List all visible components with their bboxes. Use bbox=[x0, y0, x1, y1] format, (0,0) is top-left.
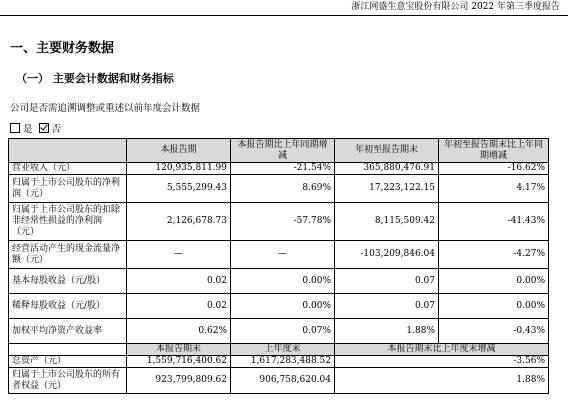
cell-current-period: 0.62% bbox=[127, 319, 231, 344]
table-row bbox=[9, 175, 549, 203]
row-label: 加权平均净资产收益率 bbox=[9, 319, 127, 344]
cell-ytd-change: -16.62% bbox=[439, 163, 549, 175]
cell-prior-year-end: 906,758,620.04 bbox=[231, 368, 335, 394]
table-row bbox=[9, 269, 549, 294]
cell-ytd: -103,209,846.04 bbox=[335, 241, 439, 269]
cell-current-period: 120,935,811.99 bbox=[127, 163, 231, 175]
cell-period-change: -21.54% bbox=[231, 163, 335, 175]
table-header-row bbox=[9, 139, 549, 163]
cell-change: 1.88% bbox=[335, 368, 549, 394]
cell-ytd: 8,115,509.42 bbox=[335, 203, 439, 241]
cell-current-period: — bbox=[127, 241, 231, 269]
subheader-prior-year-end: 上年度末 bbox=[231, 344, 335, 356]
table-subheader-row bbox=[9, 344, 549, 356]
cell-period-end: 923,799,809.62 bbox=[127, 368, 231, 394]
cell-ytd: 17,223,122.15 bbox=[335, 175, 439, 203]
header-cell-label bbox=[9, 139, 127, 163]
subheader-change: 本报告期末比上年度末增减 bbox=[335, 344, 549, 356]
cell-ytd-change: 0.00% bbox=[439, 294, 549, 319]
table-row bbox=[9, 203, 549, 241]
cell-period-change: 8.69% bbox=[231, 175, 335, 203]
cell-prior-year-end: 1,617,283,488.52 bbox=[231, 356, 335, 368]
cell-ytd: 0.07 bbox=[335, 269, 439, 294]
table-row bbox=[9, 241, 549, 269]
row-label: 基本每股收益（元/股） bbox=[9, 269, 127, 294]
row-label: 归属于上市公司股东的所有者权益（元） bbox=[9, 368, 127, 394]
financial-indicators-table bbox=[8, 138, 549, 394]
cell-period-change: 0.00% bbox=[231, 269, 335, 294]
header-cell-current-period: 本报告期 bbox=[127, 139, 231, 163]
row-label: 总资产（元） bbox=[9, 356, 127, 368]
cell-current-period: 5,555,299.43 bbox=[127, 175, 231, 203]
cell-current-period: 0.02 bbox=[127, 269, 231, 294]
cell-period-end: 1,559,716,400.62 bbox=[127, 356, 231, 368]
cell-ytd-change: -0.43% bbox=[439, 319, 549, 344]
subheader-empty bbox=[9, 344, 127, 356]
row-label: 归属于上市公司股东的扣除非经常性损益的净利润（元） bbox=[9, 203, 127, 241]
cell-current-period: 2,126,678.73 bbox=[127, 203, 231, 241]
table-row bbox=[9, 163, 549, 175]
row-label: 营业收入（元） bbox=[9, 163, 127, 175]
table-row bbox=[9, 356, 549, 368]
cell-period-change: 0.00% bbox=[231, 294, 335, 319]
row-label: 稀释每股收益（元/股） bbox=[9, 294, 127, 319]
cell-ytd-change: 4.17% bbox=[439, 175, 549, 203]
cell-period-change: — bbox=[231, 241, 335, 269]
cell-ytd-change: 0.00% bbox=[439, 269, 549, 294]
checkbox-yes bbox=[39, 123, 49, 133]
table-row bbox=[9, 368, 549, 394]
cell-ytd-change: -41.43% bbox=[439, 203, 549, 241]
report-header bbox=[0, 0, 568, 16]
cell-current-period: 0.02 bbox=[127, 294, 231, 319]
cell-change: -3.56% bbox=[335, 356, 549, 368]
cell-period-change: 0.07% bbox=[231, 319, 335, 344]
subsection-title: （一） 主要会计数据和财务指标 bbox=[16, 72, 174, 85]
report-header-text: 浙江网盛生意宝股份有限公司 2022 年第三季度报告 bbox=[351, 2, 560, 12]
checkbox-no-label: 是 bbox=[23, 124, 33, 135]
row-label: 经营活动产生的现金流量净额（元） bbox=[9, 241, 127, 269]
restatement-checkboxes bbox=[10, 121, 61, 135]
restatement-question: 公司是否需追溯调整或重述以前年度会计数据 bbox=[10, 103, 201, 114]
subheader-period-end: 本报告期末 bbox=[127, 344, 231, 356]
header-cell-ytd: 年初至报告期末 bbox=[335, 139, 439, 163]
cell-ytd-change: -4.27% bbox=[439, 241, 549, 269]
table-row bbox=[9, 294, 549, 319]
cell-ytd: 0.07 bbox=[335, 294, 439, 319]
header-cell-ytd-change: 年初至报告期末比上年同期增减 bbox=[439, 139, 549, 163]
checkbox-no bbox=[10, 123, 20, 133]
header-cell-period-change: 本报告期比上年同期增减 bbox=[231, 139, 335, 163]
row-label: 归属于上市公司股东的净利润（元） bbox=[9, 175, 127, 203]
cell-ytd: 1.88% bbox=[335, 319, 439, 344]
section-title: 一、主要财务数据 bbox=[10, 41, 115, 56]
table-row bbox=[9, 319, 549, 344]
checkbox-yes-label: 否 bbox=[51, 124, 62, 135]
cell-ytd: 365,880,476.91 bbox=[335, 163, 439, 175]
cell-period-change: -57.78% bbox=[231, 203, 335, 241]
